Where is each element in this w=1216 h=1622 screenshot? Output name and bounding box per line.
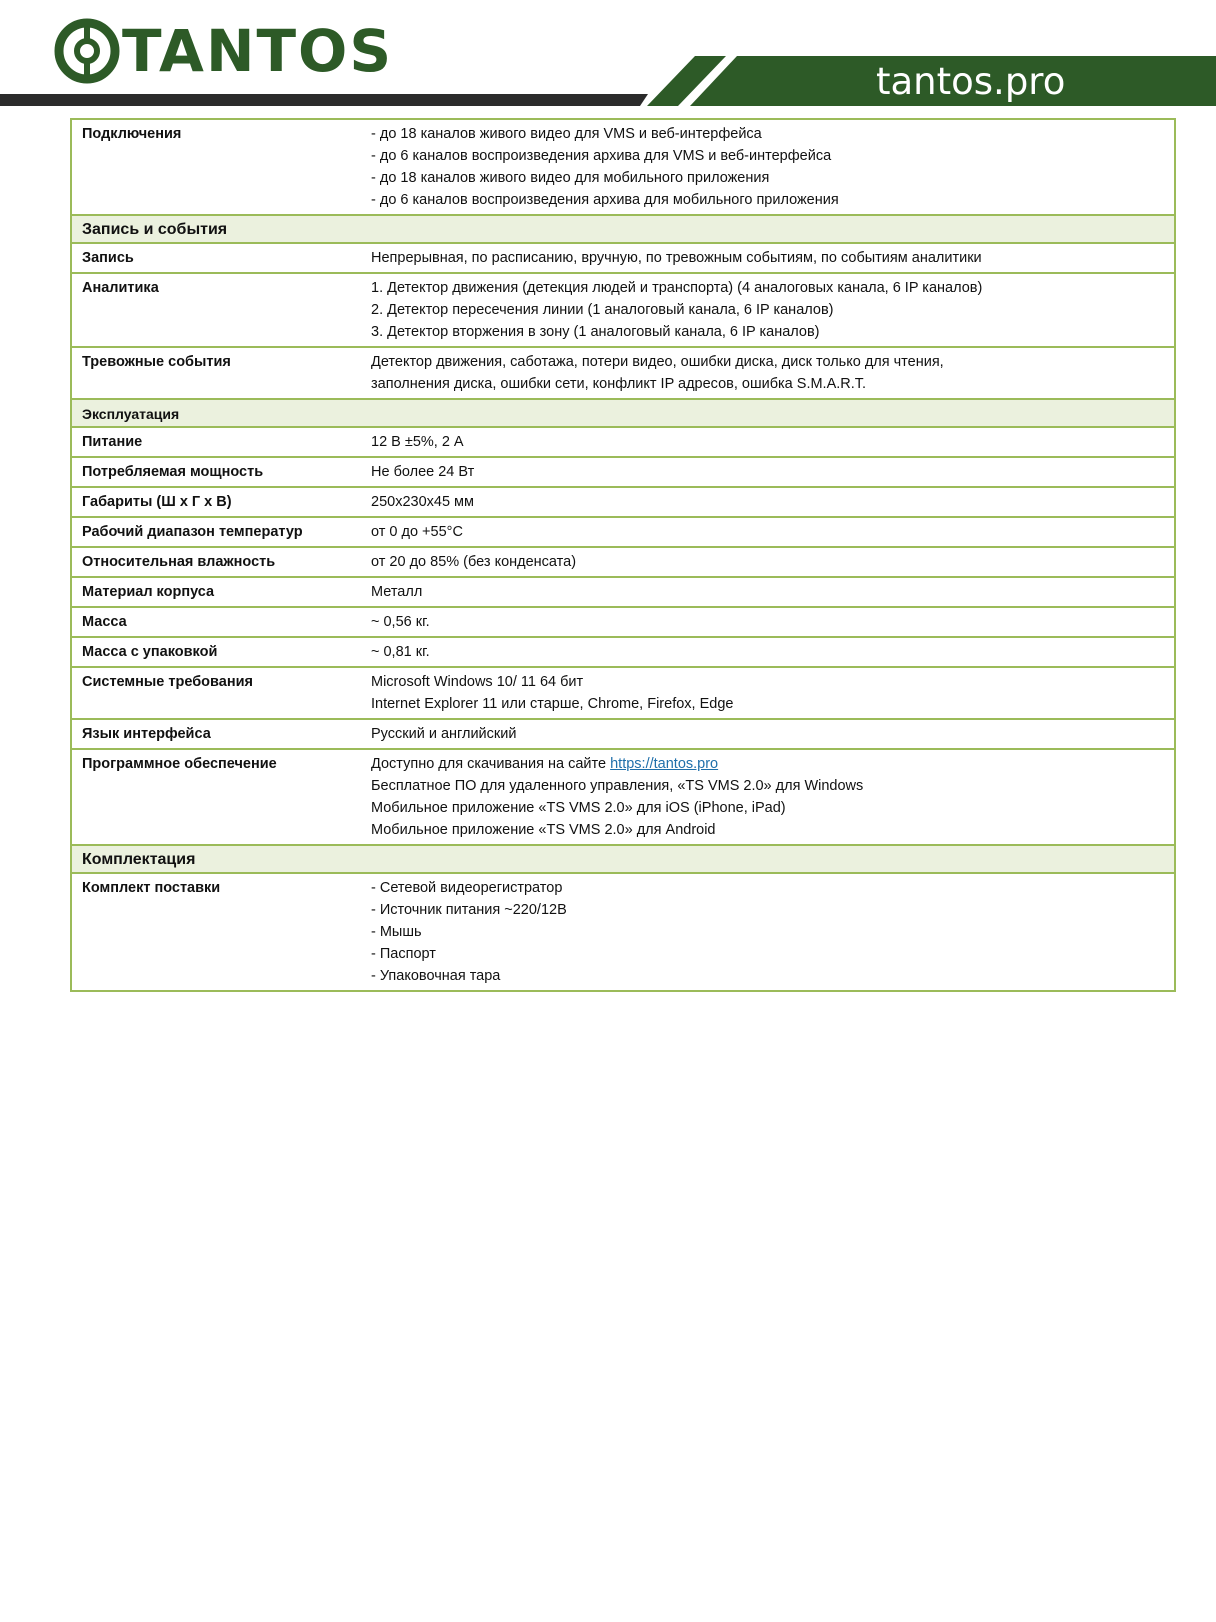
row-label: Материал корпуса	[71, 577, 361, 607]
brand-name: TANTOS	[122, 17, 394, 85]
section-header	[71, 399, 1175, 427]
value-line: - Источник питания ~220/12В	[371, 902, 567, 918]
value-line: Бесплатное ПО для удаленного управления, «TS VMS 2.0» для Windows	[371, 778, 864, 794]
table-row	[71, 457, 1175, 487]
table-row	[71, 243, 1175, 273]
spec-table	[70, 118, 1176, 992]
row-value: Не более 24 Вт	[361, 457, 1175, 487]
value-line: Детектор движения, саботажа, потери видео, ошибки диска, диск только для чтения,	[371, 354, 944, 370]
row-value: ~ 0,56 кг.	[361, 607, 1175, 637]
row-label: Потребляемая мощность	[71, 457, 361, 487]
section-title: Запись и события	[71, 215, 361, 243]
table-row	[71, 637, 1175, 667]
row-label: Системные требования	[71, 667, 361, 719]
page-header	[0, 0, 1216, 118]
download-text: Доступно для скачивания на сайте	[371, 756, 611, 772]
row-label: Подключения	[71, 119, 361, 215]
table-row	[71, 517, 1175, 547]
value-line: 3. Детектор вторжения в зону (1 аналоговый канала, 6 IP каналов)	[371, 324, 820, 340]
value-line	[371, 753, 1164, 775]
row-label: Комплект поставки	[71, 873, 361, 991]
table-row	[71, 273, 1175, 347]
row-value	[361, 873, 1175, 991]
section-header	[71, 845, 1175, 873]
section-header	[71, 215, 1175, 243]
row-label: Программное обеспечение	[71, 749, 361, 845]
value-line: Microsoft Windows 10/ 11 64 бит	[371, 674, 584, 690]
table-row	[71, 547, 1175, 577]
value-line: - Упаковочная тара	[371, 968, 501, 984]
table-row	[71, 607, 1175, 637]
row-value	[361, 347, 1175, 399]
value-line: заполнения диска, ошибки сети, конфликт IP адресов, ошибка S.M.A.R.T.	[371, 376, 867, 392]
value-line: 2. Детектор пересечения линии (1 аналоговый канала, 6 IP каналов)	[371, 302, 834, 318]
row-label: Питание	[71, 427, 361, 457]
table-row	[71, 119, 1175, 215]
value-line: Internet Explorer 11 или старше, Chrome, Firefox, Edge	[371, 696, 734, 712]
row-value: от 0 до +55°С	[361, 517, 1175, 547]
row-label: Аналитика	[71, 273, 361, 347]
table-row	[71, 347, 1175, 399]
table-row	[71, 873, 1175, 991]
table-row	[71, 719, 1175, 749]
row-value	[361, 119, 1175, 215]
row-value: 250х230х45 мм	[361, 487, 1175, 517]
value-line: - до 18 каналов живого видео для VMS и веб-интерфейса	[371, 126, 762, 142]
row-value: Русский и английский	[361, 719, 1175, 749]
row-label: Габариты (Ш х Г х В)	[71, 487, 361, 517]
row-value: Непрерывная, по расписанию, вручную, по тревожным событиям, по событиям аналитики	[361, 243, 1175, 273]
row-label: Масса с упаковкой	[71, 637, 361, 667]
row-label: Запись	[71, 243, 361, 273]
row-value	[361, 667, 1175, 719]
value-line: - Сетевой видеорегистратор	[371, 880, 563, 896]
value-line: - Паспорт	[371, 946, 436, 962]
row-label: Рабочий диапазон температур	[71, 517, 361, 547]
site-address: tantos.pro	[876, 60, 1066, 103]
table-row	[71, 577, 1175, 607]
value-line: - до 18 каналов живого видео для мобильного приложения	[371, 170, 770, 186]
row-label: Тревожные события	[71, 347, 361, 399]
value-line: - до 6 каналов воспроизведения архива для мобильного приложения	[371, 192, 839, 208]
value-line: Мобильное приложение «TS VMS 2.0» для Android	[371, 822, 716, 838]
row-value	[361, 273, 1175, 347]
row-value: ~ 0,81 кг.	[361, 637, 1175, 667]
table-row	[71, 667, 1175, 719]
table-row	[71, 749, 1175, 845]
section-title: Эксплуатация	[71, 399, 361, 427]
row-value: Металл	[361, 577, 1175, 607]
table-row	[71, 427, 1175, 457]
row-label: Относительная влажность	[71, 547, 361, 577]
value-line: - до 6 каналов воспроизведения архива для VMS и веб-интерфейса	[371, 148, 832, 164]
row-value	[361, 749, 1175, 845]
value-line: 1. Детектор движения (детекция людей и транспорта) (4 аналоговых канала, 6 IP каналов)	[371, 280, 983, 296]
value-line: - Мышь	[371, 924, 422, 940]
row-label: Масса	[71, 607, 361, 637]
tantos-site-link[interactable]: https://tantos.pro	[610, 756, 719, 772]
row-label: Язык интерфейса	[71, 719, 361, 749]
table-row	[71, 487, 1175, 517]
section-title: Комплектация	[71, 845, 361, 873]
row-value: от 20 до 85% (без конденсата)	[361, 547, 1175, 577]
value-line: Мобильное приложение «TS VMS 2.0» для iOS (iPhone, iPad)	[371, 800, 786, 816]
row-value: 12 В ±5%, 2 А	[361, 427, 1175, 457]
